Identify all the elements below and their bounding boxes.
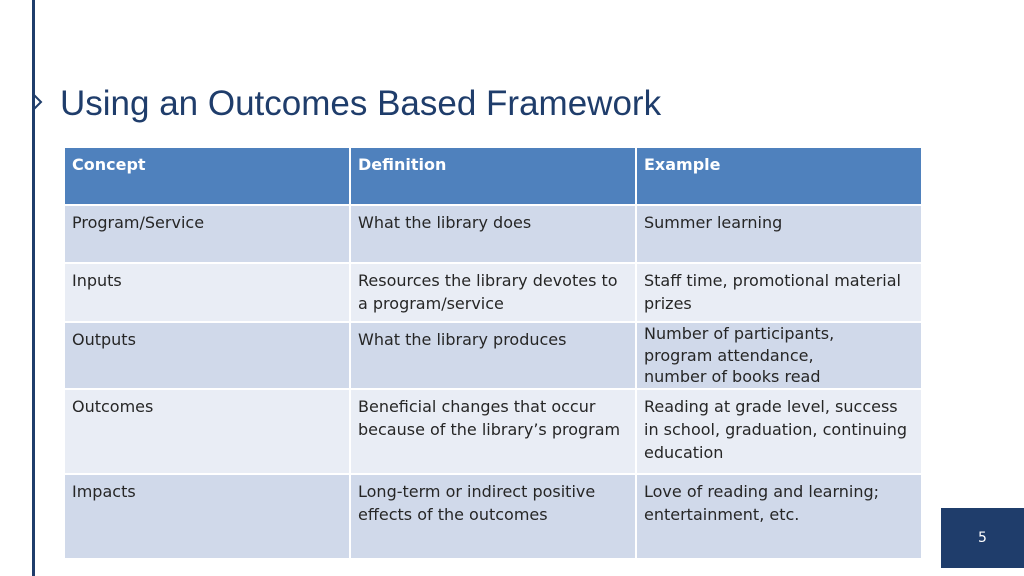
left-accent-rule	[32, 0, 35, 576]
header-definition: Definition	[350, 147, 636, 205]
concept-cell: Outcomes	[64, 389, 350, 474]
example-cell: Reading at grade level, success in school, graduation, continuing education	[636, 389, 922, 474]
page-number: 5	[978, 530, 987, 546]
header-example: Example	[636, 147, 922, 205]
table-row	[64, 205, 922, 263]
example-cell: Love of reading and learning; entertainment, etc.	[636, 474, 922, 559]
header-concept: Concept	[64, 147, 350, 205]
concept-cell: Program/Service	[64, 205, 350, 263]
definition-cell: What the library produces	[350, 322, 636, 389]
concept-cell: Inputs	[64, 263, 350, 322]
concept-cell: Outputs	[64, 322, 350, 389]
slide-title: Using an Outcomes Based Framework	[60, 84, 662, 123]
definition-cell: What the library does	[350, 205, 636, 263]
example-cell: Staff time, promotional material prizes	[636, 263, 922, 322]
table-row	[64, 389, 922, 474]
definition-cell: Resources the library devotes to a program/service	[350, 263, 636, 322]
chevron-right-icon	[27, 94, 43, 110]
definition-cell: Beneficial changes that occur because of the library’s program	[350, 389, 636, 474]
example-cell: Summer learning	[636, 205, 922, 263]
table-row	[64, 322, 922, 389]
example-cell: Number of participants, program attendance, number of books read	[636, 322, 922, 389]
header-row	[64, 147, 922, 205]
concept-cell: Impacts	[64, 474, 350, 559]
framework-table	[63, 146, 923, 560]
table-row	[64, 263, 922, 322]
page-number-badge	[941, 508, 1024, 568]
table-row	[64, 474, 922, 559]
definition-cell: Long-term or indirect positive effects of the outcomes	[350, 474, 636, 559]
